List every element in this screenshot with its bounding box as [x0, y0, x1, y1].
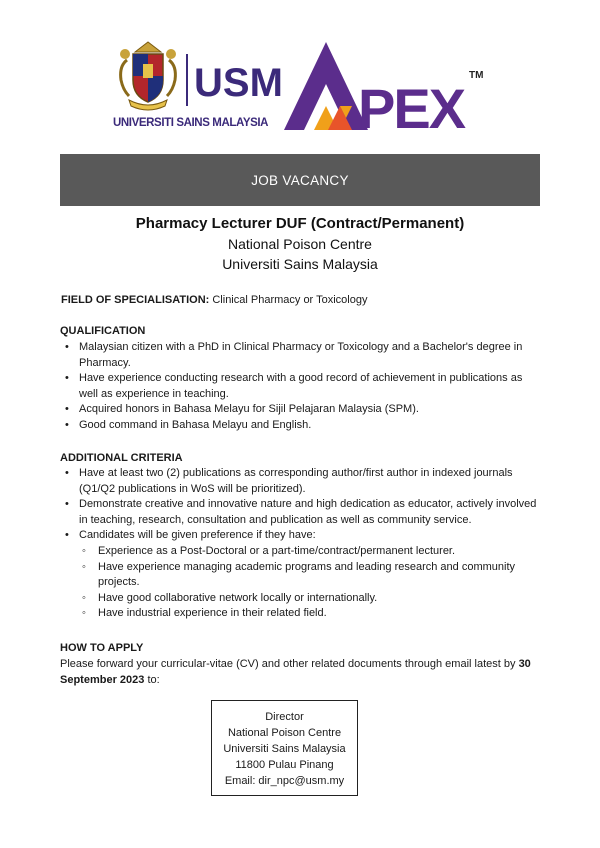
list-item: • Acquired honors in Bahasa Melayu for Sijil Pelajaran Malaysia (SPM).: [60, 402, 540, 418]
apply-text: Please forward your curricular-vitae (CV) and other related documents through email latest by: [60, 658, 516, 670]
address-line: National Poison Centre: [227, 727, 342, 739]
apply-deadline: 30 September 2023: [60, 658, 531, 686]
sub-list-item: ◦ Experience as a Post-Doctoral or a part-time/contract/permanent lecturer.: [79, 544, 540, 560]
list-item: • Have at least two (2) publications as corresponding author/first author in indexed journals (Q1/Q2 publications in WoS will be prioritized).: [60, 466, 540, 497]
sub-list-item: ◦ Have industrial experience in their related field.: [79, 606, 540, 622]
apply-instructions: [60, 656, 545, 688]
field-of-specialisation: [61, 293, 367, 307]
apex-trademark: TM: [469, 70, 484, 81]
address-line: Universiti Sains Malaysia: [223, 743, 346, 755]
job-vacancy-banner: [60, 154, 540, 206]
how-to-apply-heading: HOW TO APPLY: [60, 642, 144, 654]
banner-label: JOB VACANCY: [251, 172, 349, 188]
department-name: National Poison Centre: [228, 236, 372, 252]
qualification-heading: QUALIFICATION: [60, 325, 146, 337]
sub-list-item: ◦ Have good collaborative network locally or internationally.: [79, 591, 540, 607]
address-line: 11800 Pulau Pinang: [235, 759, 334, 771]
list-item: • Demonstrate creative and innovative nature and high dedication as educator, actively involved in teaching, research, consultation and publication as well as community service.: [60, 497, 540, 528]
university-name: Universiti Sains Malaysia: [222, 256, 378, 272]
sub-list-item: ◦ Have experience managing academic programs and leading research and community projects.: [79, 560, 540, 591]
list-item: • Good command in Bahasa Melayu and English.: [60, 418, 540, 434]
apply-suffix: to:: [144, 674, 160, 686]
criteria-list: [60, 466, 540, 622]
qualification-list: [60, 340, 540, 434]
address-box: [211, 700, 358, 796]
apex-logo-icon: [284, 42, 474, 140]
usm-university-name: UNIVERSITI SAINS MALAYSIA: [113, 117, 269, 129]
svg-text:PEX: PEX: [358, 77, 465, 140]
usm-crest-icon: [115, 40, 181, 112]
list-item: • Have experience conducting research with a good record of achievement in publications as well as experience in teaching.: [60, 371, 540, 402]
preference-intro: Candidates will be given preference if they have:: [79, 529, 316, 542]
svg-text:USM: USM: [194, 61, 283, 105]
email-address[interactable]: Email: dir_npc@usm.my: [224, 775, 345, 787]
preference-sublist: [79, 544, 540, 622]
usm-logo-icon: [186, 54, 283, 106]
position-title-block: [0, 214, 600, 274]
address-line: Director: [265, 711, 304, 723]
header-logos: [0, 0, 600, 150]
field-label: FIELD OF SPECIALISATION:: [61, 294, 210, 306]
job-title: Pharmacy Lecturer DUF (Contract/Permanent): [135, 215, 465, 232]
list-item: [60, 528, 540, 622]
field-value: Clinical Pharmacy or Toxicology: [212, 294, 368, 306]
list-item: • Malaysian citizen with a PhD in Clinical Pharmacy or Toxicology and a Bachelor's degree in Pharmacy.: [60, 340, 540, 371]
criteria-heading: ADDITIONAL CRITERIA: [60, 452, 183, 464]
